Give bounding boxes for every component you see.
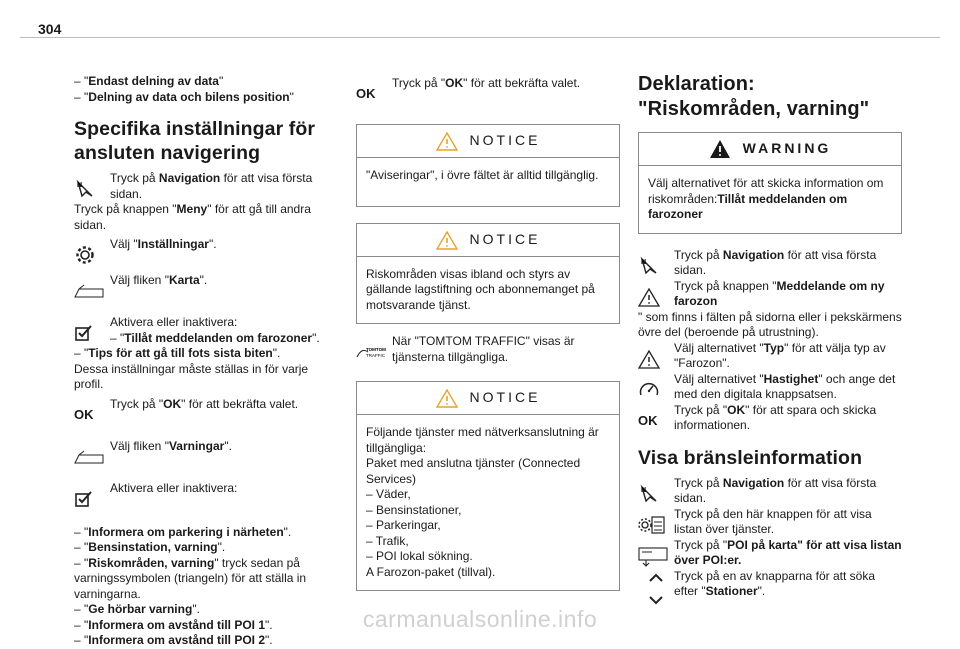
navigation-arrow-icon [638, 476, 674, 506]
svg-text:TRAFFIC: TRAFFIC [366, 353, 385, 358]
warning-triangle-icon [436, 230, 458, 250]
notice-box [356, 124, 620, 207]
warning-triangle-icon [436, 388, 458, 408]
notice-text: "Aviseringar", i övre fältet är alltid tillgänglig. [366, 168, 599, 182]
step-text: Aktivera eller inaktivera: [110, 480, 238, 495]
warning-triangle-icon [436, 131, 458, 151]
list-item: – "Bensinstation, varning". [74, 540, 226, 554]
step-text: Välj "Inställningar". [110, 237, 217, 251]
step-settings [74, 237, 336, 267]
step-type [638, 341, 902, 372]
step-text: Tryck på Navigation för att visa första sidan. [110, 171, 313, 201]
paragraph: Tryck på knappen "Meny" för att gå till andra sidan. [74, 202, 311, 232]
warnings-list [74, 525, 336, 649]
section-heading: Deklaration: "Riskområden, varning" [638, 73, 870, 120]
list-item: – "Informera om avstånd till POI 2". [74, 633, 273, 647]
step-text: Tryck på "OK" för att bekräfta valet. [392, 76, 581, 90]
notice-line: A Farozon-paket (tillval). [366, 564, 496, 579]
step-ok [74, 397, 336, 427]
step-search [638, 569, 902, 607]
step-new-hazard [638, 279, 902, 310]
list-item: – "Tillåt meddelanden om farozoner". [110, 330, 320, 345]
warning-header [639, 133, 901, 166]
step-text: Välj fliken "Varningar". [110, 438, 232, 453]
notice-title: NOTICE [469, 230, 541, 247]
step-text: Tryck på knappen "Meddelande om ny farozon [674, 278, 885, 308]
tomtom-traffic-logo [356, 334, 392, 364]
list-item: – "Tips för att gå till fots sista biten". [74, 346, 281, 360]
notice-header [357, 125, 619, 158]
step-text: Välj fliken "Karta". [110, 273, 208, 287]
list-item: – "Ge hörbar varning". [74, 602, 200, 616]
ok-icon: OK [356, 86, 376, 102]
checkbox-icon [74, 481, 110, 511]
watermark: carmanualsonline.info [362, 606, 598, 632]
step-text: Tryck på en av knapparna för att söka efter "Stationer". [674, 568, 875, 598]
navigation-arrow-icon [638, 248, 674, 278]
step-poi-map [638, 538, 902, 569]
step-warnings-tab [74, 439, 336, 469]
step-text: Tryck på Navigation för att visa första sidan. [674, 247, 877, 277]
list-item: – "Riskområden, varning" tryck sedan på varningssymbolen (triangeln) för att ställa in varningarna. [74, 555, 307, 601]
step-text: Tryck på "POI på karta" för att visa listan över POI:er. [674, 537, 902, 567]
notice-title: NOTICE [469, 389, 541, 406]
page-number: 304 [38, 21, 62, 37]
column-1 [74, 74, 336, 649]
step-map-tab [74, 273, 336, 303]
step-text: Tryck på "OK" för att spara och skicka informationen. [674, 402, 877, 432]
ok-icon: OK [638, 412, 658, 428]
warning-triangle-icon [638, 279, 674, 309]
services-list-icon [638, 507, 674, 537]
list-item: – "Informera om avstånd till POI 1". [74, 617, 273, 632]
notice-header [357, 224, 619, 257]
warning-text: Välj alternativet för att skicka information om riskområden:Tillåt meddelanden om farozoner [648, 176, 884, 221]
notice-line: Paket med anslutna tjänster (Connected Services) [366, 456, 581, 486]
list-item: – "Delning av data och bilens position" [74, 89, 294, 104]
notice-line: – Parkeringar, [366, 518, 441, 532]
list-item: – "Endast delning av data" [74, 74, 224, 88]
step-text: Välj alternativet "Typ" för att välja typ av "Farozon". [674, 340, 886, 370]
warning-title: WARNING [742, 140, 832, 157]
svg-text:N: N [77, 182, 83, 189]
column-2 [356, 76, 620, 591]
notice-text: Riskområden visas ibland och styrs av gällande lagstiftning och abonnemanget på motsvarande tjänst. [366, 266, 595, 312]
notice-line: – Trafik, [366, 533, 409, 548]
svg-text:N: N [641, 486, 647, 494]
chevron-up-down-icon [638, 569, 674, 607]
step-ok [638, 403, 902, 434]
svg-text:N: N [641, 258, 647, 266]
step-text: Välj alternativet "Hastighet" och ange det med den digitala knappsatsen. [674, 371, 896, 401]
section-heading: Specifika inställningar för ansluten navigering [74, 118, 316, 164]
header-divider [20, 37, 940, 38]
gear-icon [74, 237, 110, 267]
speedometer-icon [638, 372, 674, 402]
section-heading: Visa bränsleinformation [638, 446, 863, 469]
step-tomtom [356, 334, 620, 365]
navigation-arrow-icon [74, 171, 110, 201]
step-toggle [74, 315, 336, 346]
ok-icon: OK [74, 406, 94, 422]
warning-triangle-icon [638, 341, 674, 371]
checkbox-icon [74, 315, 110, 345]
warning-triangle-icon [709, 139, 731, 159]
warning-box [638, 132, 902, 234]
paragraph: Dessa inställningar måste ställas in för varje profil. [74, 361, 309, 391]
tab-icon [74, 273, 110, 303]
step-text: Aktivera eller inaktivera: [110, 315, 238, 329]
svg-text:TOMTOM: TOMTOM [366, 347, 386, 352]
step-services [638, 507, 902, 538]
notice-header [357, 382, 619, 415]
notice-title: NOTICE [469, 132, 541, 149]
notice-line: – POI lokal sökning. [366, 549, 473, 563]
step-text: Tryck på Navigation för att visa första sidan. [674, 475, 877, 505]
step-speed [638, 372, 902, 403]
step-navigation [638, 248, 902, 279]
notice-line: Följande tjänster med nätverksanslutning är tillgängliga: [366, 425, 599, 455]
notice-line: – Väder, [366, 487, 411, 501]
step-ok [356, 76, 620, 106]
step-navigation [638, 476, 902, 507]
tab-icon [74, 439, 110, 469]
column-3 [638, 68, 902, 607]
step-text: Tryck på "OK" för att bekräfta valet. [110, 396, 299, 411]
list-item: – "Informera om parkering i närheten". [74, 524, 292, 539]
notice-line: – Bensinstationer, [366, 502, 462, 517]
notice-box [356, 381, 620, 591]
step-text: Tryck på den här knappen för att visa listan över tjänster. [674, 506, 872, 536]
notice-box [356, 223, 620, 325]
step-toggle [74, 481, 336, 511]
step-navigation [74, 171, 336, 202]
poi-map-icon [638, 538, 674, 568]
paragraph: " som finns i fälten på sidorna eller i pekskärmens övre del (beroende på utrustning). [638, 309, 902, 339]
step-text: När "TOMTOM TRAFFIC" visas är tjänsterna tillgängliga. [392, 334, 575, 364]
